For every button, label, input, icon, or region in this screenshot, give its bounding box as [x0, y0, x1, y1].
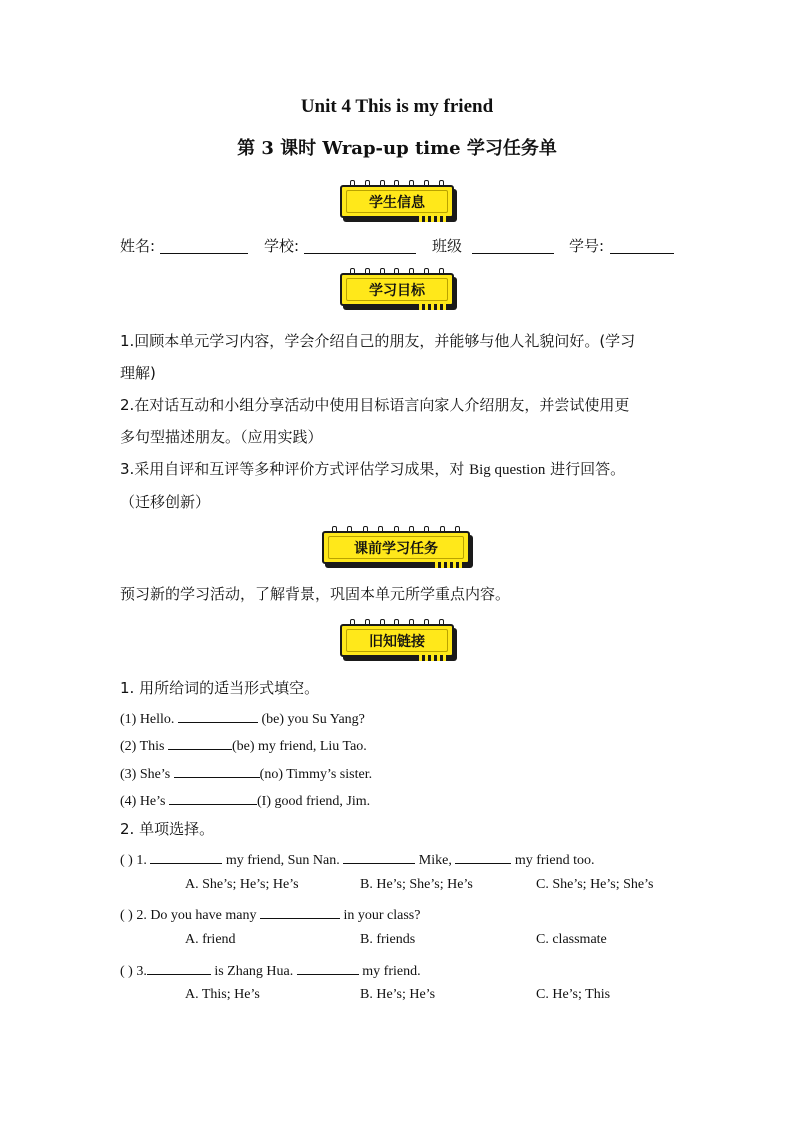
objective-3-line-2: （迁移创新）	[120, 493, 211, 511]
question-2: ( ) 2. Do you have many in your class?	[120, 904, 420, 924]
exercise-2-heading: 2. 单项选择。	[120, 820, 215, 838]
pre-task-text: 预习新的学习活动，了解背景，巩固本单元所学重点内容。	[120, 585, 511, 603]
objective-2-line-2: 多句型描述朋友。（应用实践）	[120, 428, 323, 446]
exercise-1-item-2: (2) This (be) my friend, Liu Tao.	[120, 735, 367, 755]
class-field[interactable]	[472, 253, 554, 254]
objective-1-line-2: 理解)	[120, 364, 156, 382]
q3-option-b[interactable]: B. He’s; He’s	[360, 987, 436, 1002]
name-field[interactable]	[160, 253, 248, 254]
answer-blank[interactable]	[168, 735, 232, 750]
exercise-1-item-4: (4) He’s (I) good friend, Jim.	[120, 790, 370, 810]
lesson-subtitle: 第 3 课时 Wrap-up time 学习任务单	[237, 138, 557, 159]
answer-blank[interactable]	[147, 960, 211, 975]
objectives-list	[120, 325, 680, 518]
badge-student-info	[340, 180, 454, 222]
badge-objectives	[340, 268, 454, 310]
school-field[interactable]	[304, 253, 416, 254]
badge-label: 课前学习任务	[354, 540, 438, 557]
student-info-row	[120, 235, 680, 257]
objective-2-line-1: 2.在对话互动和小组分享活动中使用目标语言向家人介绍朋友，并尝试使用更	[120, 396, 630, 414]
badge-pre-task	[322, 526, 470, 568]
question-3: ( ) 3. is Zhang Hua. my friend.	[120, 960, 421, 980]
unit-title: Unit 4 This is my friend	[300, 96, 494, 117]
number-field[interactable]	[610, 253, 674, 254]
q3-option-c[interactable]: C. He’s; This	[536, 987, 611, 1002]
exercise-1-item-3: (3) She’s (no) Timmy’s sister.	[120, 763, 372, 783]
exercise-1-item-1: (1) Hello. (be) you Su Yang?	[120, 708, 365, 728]
objective-3-line-1: 3.采用自评和互评等多种评价方式评估学习成果，对 Big question 进行回答。	[120, 460, 626, 478]
q1-option-b[interactable]: B. He’s; She’s; He’s	[360, 877, 473, 892]
answer-blank[interactable]	[260, 904, 340, 919]
q1-option-a[interactable]: A. She’s; He’s; He’s	[185, 877, 299, 892]
answer-blank[interactable]	[178, 708, 258, 723]
answer-blank[interactable]	[150, 849, 222, 864]
badge-label: 旧知链接	[369, 633, 425, 650]
objective-1-line-1: 1.回顾本单元学习内容，学会介绍自己的朋友，并能够与他人礼貌问好。(学习	[120, 332, 636, 350]
answer-blank[interactable]	[174, 763, 260, 778]
badge-label: 学生信息	[369, 194, 425, 211]
q1-option-c[interactable]: C. She’s; He’s; She’s	[536, 877, 654, 892]
badge-label: 学习目标	[369, 282, 425, 299]
answer-blank[interactable]	[297, 960, 359, 975]
answer-blank[interactable]	[343, 849, 415, 864]
q2-option-a[interactable]: A. friend	[185, 932, 236, 947]
exercise-1-heading: 1. 用所给词的适当形式填空。	[120, 679, 320, 697]
class-label: 班级	[432, 237, 463, 255]
q2-option-c[interactable]: C. classmate	[536, 932, 607, 947]
question-1: ( ) 1. my friend, Sun Nan. Mike, my friend too.	[120, 849, 595, 869]
q3-option-a[interactable]: A. This; He’s	[185, 987, 260, 1002]
school-label: 学校:	[264, 237, 300, 255]
number-label: 学号:	[569, 237, 605, 255]
answer-blank[interactable]	[169, 790, 257, 805]
name-label: 姓名:	[120, 237, 156, 255]
badge-review	[340, 619, 454, 661]
answer-blank[interactable]	[455, 849, 511, 864]
q2-option-b[interactable]: B. friends	[360, 932, 416, 947]
